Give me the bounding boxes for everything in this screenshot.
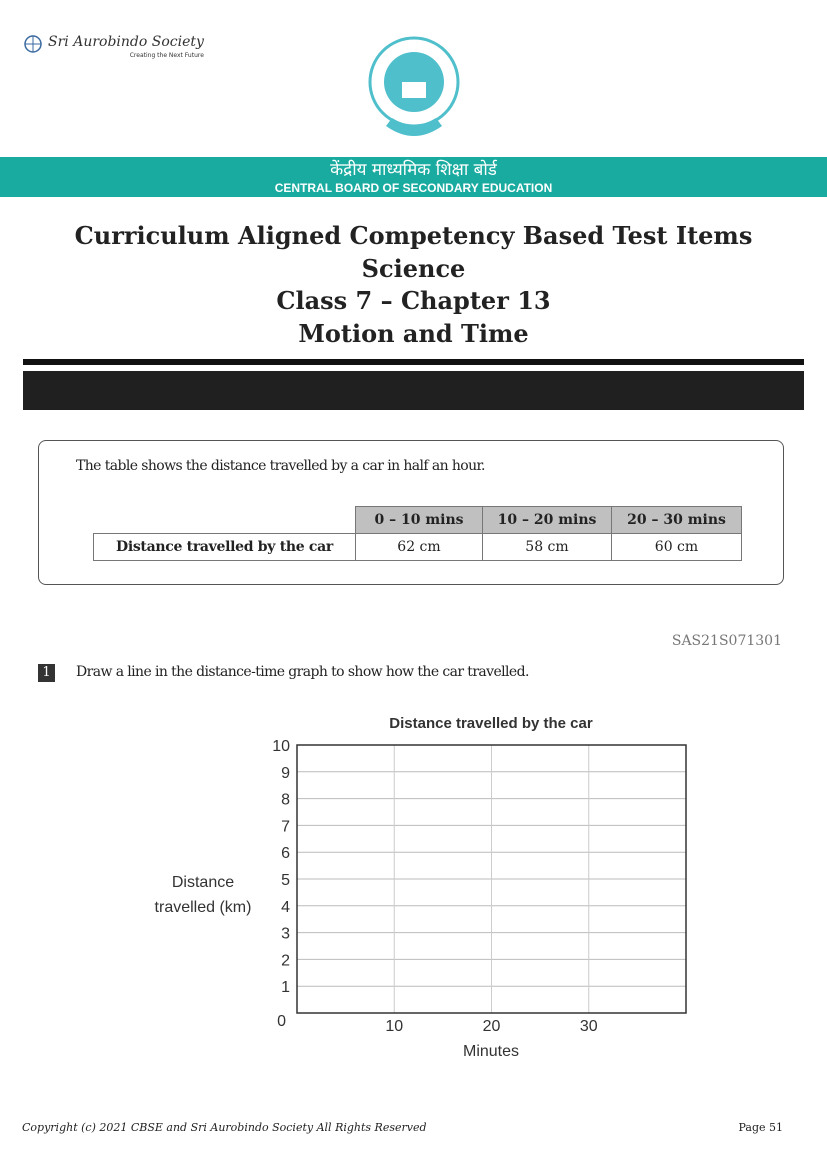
table-header-row [94,507,742,534]
copyright: Copyright (c) 2021 CBSE and Sri Aurobindo Society All Rights Reserved [22,1121,427,1134]
y-axis-label: travelled (km) [154,899,252,916]
logo-tagline: Creating the Next Future [129,52,204,59]
y-tick-label: 6 [281,845,290,863]
stem-text: The table shows the distance travelled by a car in half an hour. [76,458,485,474]
y-tick-label: 8 [281,791,290,809]
banner-english: CENTRAL BOARD OF SECONDARY EDUCATION [274,181,553,195]
y-axis-label: Distance [171,874,235,891]
table-header: 0 – 10 mins [356,507,483,534]
table-corner [94,507,356,534]
sri-aurobindo-society-logo [22,34,204,60]
y-tick-label: 1 [281,979,290,997]
question-text: Draw a line in the distance-time graph to show how the car travelled. [76,664,529,680]
row-label: Distance travelled by the car [94,534,356,561]
divider [23,359,804,365]
table-cell: 60 cm [612,534,742,561]
table-cell: 62 cm [356,534,483,561]
cbse-seal-logo [366,34,462,144]
title-main: Curriculum Aligned Competency Based Test Items [74,221,753,250]
chart-title: Distance travelled by the car [389,715,593,732]
y-tick-label: 2 [281,952,290,970]
title-subject: Science [361,253,466,283]
y-tick-label: 4 [281,898,290,916]
y-tick-label: 3 [281,925,290,943]
y-tick-label: 7 [281,818,290,836]
y-tick-label: 10 [272,738,290,755]
item-code: SAS21S071301 [671,633,782,649]
x-tick-label: 20 [482,1018,501,1035]
document-titles [0,220,827,350]
title-topic: Motion and Time [298,318,529,348]
table-row [94,534,742,561]
y-tick-label: 5 [281,872,290,889]
x-axis-label: Minutes [462,1043,520,1060]
distance-table [93,506,742,561]
y-tick-label: 9 [281,764,290,782]
cbse-banner [0,157,827,197]
x-tick-label: 10 [385,1018,404,1035]
globe-icon [22,34,44,54]
banner-hindi: केंद्रीय माध्यमिक शिक्षा बोर्ड [330,160,497,180]
plot-frame [297,745,686,1013]
table-header: 20 – 30 mins [612,507,742,534]
page-number: Page 51 [738,1121,783,1134]
table-header: 10 – 20 mins [483,507,612,534]
table-cell: 58 cm [483,534,612,561]
logo-text: Sri Aurobindo Society [48,34,204,50]
question-number: 1 [38,664,55,682]
y-tick-label: 0 [277,1013,286,1030]
logo-text-group [48,34,204,60]
dark-band [23,371,804,410]
x-tick-label: 30 [579,1018,598,1035]
title-chapter: Class 7 – Chapter 13 [276,286,551,315]
